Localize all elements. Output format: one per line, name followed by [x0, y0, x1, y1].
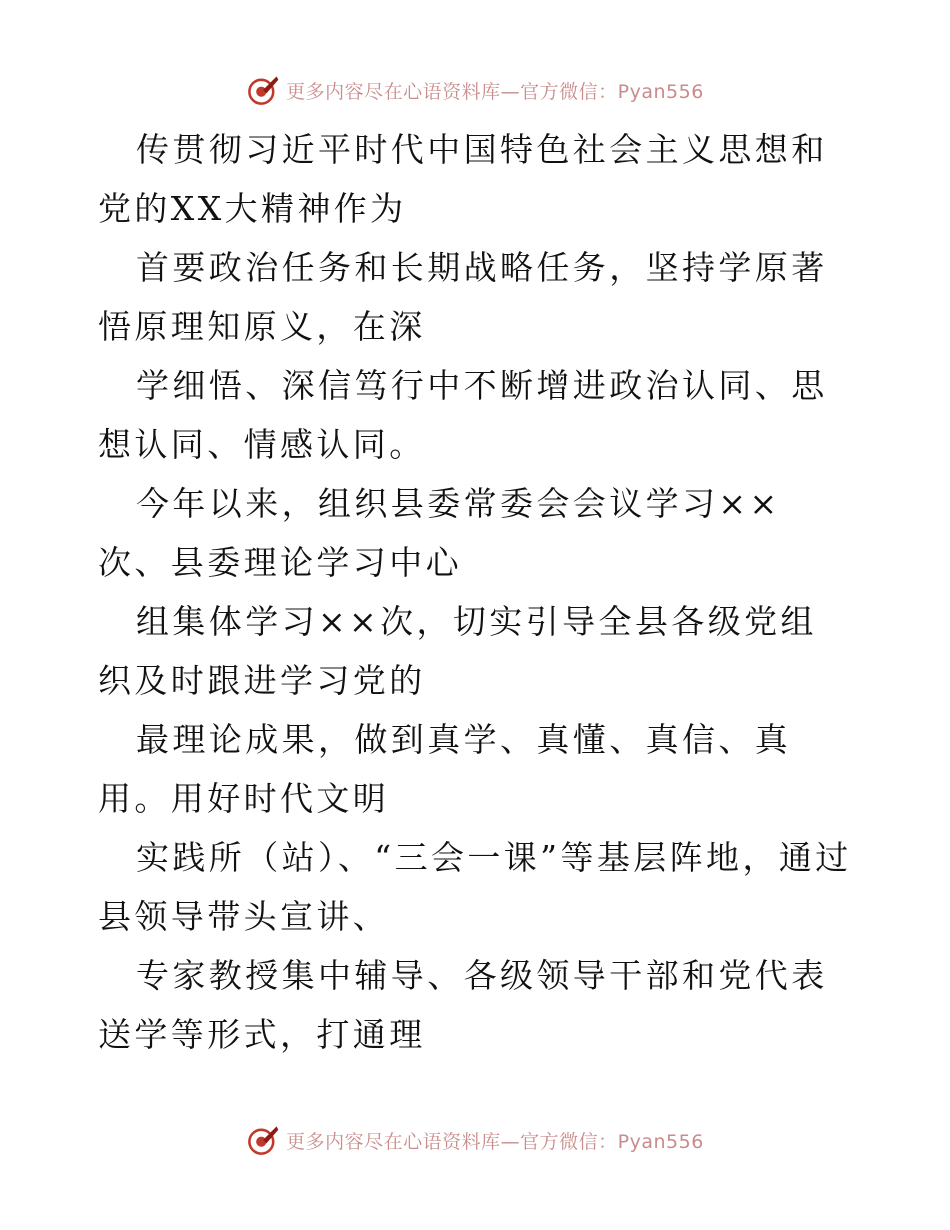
quill-logo-icon — [246, 1123, 280, 1157]
paragraph: 首要政治任务和长期战略任务，坚持学原著悟原理知原义，在深 — [98, 248, 828, 346]
watermark-text: 更多内容尽在心语资料库—官方微信：Pyan556 — [286, 1130, 704, 1153]
watermark-text: 更多内容尽在心语资料库—官方微信：Pyan556 — [286, 80, 704, 103]
paragraph: 最理论成果，做到真学、真懂、真信、真用。用好时代文明 — [98, 720, 792, 818]
paragraph: 组集体学习××次，切实引导全县各级党组织及时跟进学习党的 — [98, 602, 817, 700]
document-body — [98, 120, 853, 1064]
quill-logo-icon — [246, 73, 280, 107]
paragraph: 传贯彻习近平时代中国特色社会主义思想和党的XX大精神作为 — [98, 130, 828, 228]
paragraph: 实践所（站）、“三会一课”等基层阵地，通过县领导带头宣讲、 — [98, 838, 852, 936]
footer-watermark — [0, 1120, 950, 1160]
paragraph: 今年以来，组织县委常委会会议学习××次、县委理论学习中心 — [98, 484, 781, 582]
paragraph: 学细悟、深信笃行中不断增进政治认同、思想认同、情感认同。 — [98, 366, 828, 464]
paragraph: 专家教授集中辅导、各级领导干部和党代表送学等形式，打通理 — [98, 956, 828, 1054]
header-watermark — [0, 70, 950, 110]
